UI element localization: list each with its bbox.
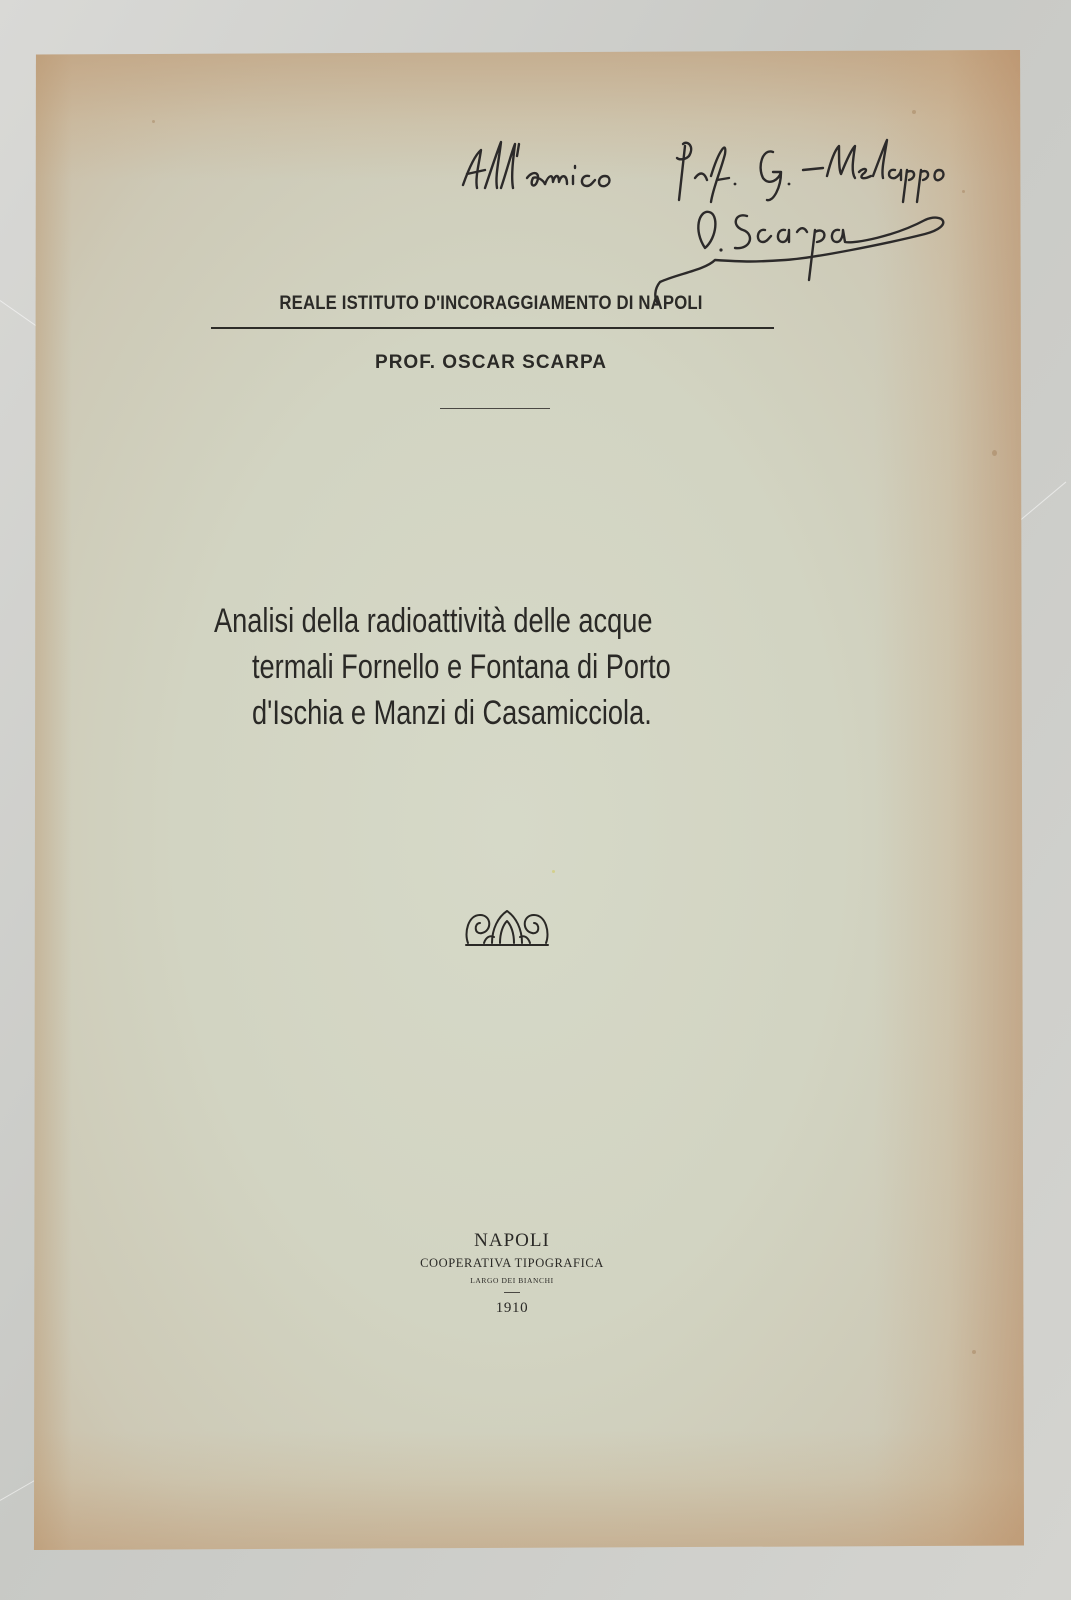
title-line-2: termali Fornello e Fontana di Porto xyxy=(252,648,671,686)
printer-address: LARGO DEI BIANCHI xyxy=(470,1276,554,1285)
header-rule xyxy=(211,327,774,329)
foxing-spot xyxy=(972,1350,976,1354)
publication-city: NAPOLI xyxy=(474,1230,550,1251)
imprint-divider xyxy=(504,1292,520,1293)
title-line-1: Analisi della radioattività delle acque xyxy=(214,602,653,640)
foxing-spot xyxy=(992,450,997,456)
foxing-spot xyxy=(912,110,916,114)
printer-name: COOPERATIVA TIPOGRAFICA xyxy=(420,1256,604,1270)
fleuron-icon xyxy=(462,905,552,951)
handwritten-dedication xyxy=(455,130,975,305)
author-divider xyxy=(440,408,550,409)
author-name: PROF. OSCAR SCARPA xyxy=(375,352,607,373)
institute-name: REALE ISTITUTO D'INCORAGGIAMENTO DI NAPOLI xyxy=(279,293,703,314)
foxing-spot xyxy=(152,120,155,123)
age-stain-left xyxy=(32,50,72,1550)
age-stain-bottom xyxy=(32,1430,1024,1550)
foxing-spot xyxy=(552,870,555,873)
title-line-3: d'Ischia e Manzi di Casamicciola. xyxy=(252,694,652,732)
publication-year: 1910 xyxy=(495,1300,529,1316)
